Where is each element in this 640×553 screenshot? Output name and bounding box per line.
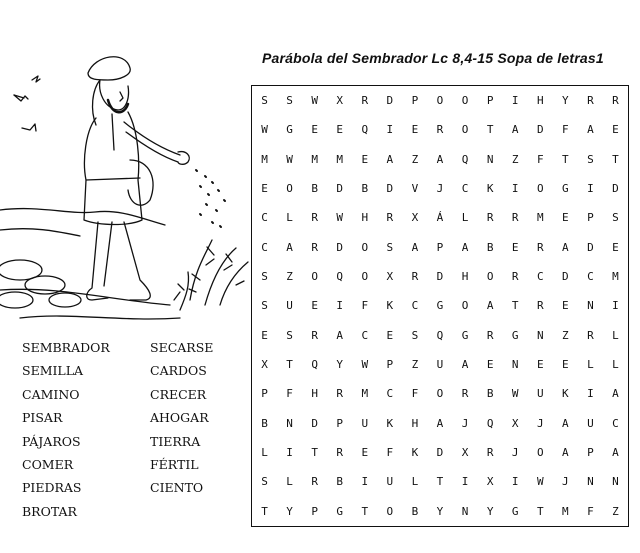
grid-letter[interactable]: C [411, 299, 419, 313]
grid-letter[interactable]: R [511, 270, 519, 284]
grid-letter[interactable]: S [261, 94, 268, 108]
grid-letter[interactable]: K [386, 416, 394, 430]
grid-letter[interactable]: U [361, 416, 369, 430]
grid-letter[interactable]: D [536, 123, 544, 137]
grid-letter[interactable]: R [486, 446, 494, 460]
grid-letter[interactable]: P [411, 94, 419, 108]
grid-letter[interactable]: E [361, 446, 369, 460]
grid-letter[interactable]: A [436, 416, 444, 430]
grid-letter[interactable]: M [361, 387, 369, 401]
grid-letter[interactable]: I [336, 299, 344, 313]
page-title: Parábola del Sembrador Lc 8,4-15 Sopa de letras1 [262, 50, 604, 66]
grid-letter[interactable]: Z [411, 152, 419, 166]
grid-letter[interactable]: S [286, 94, 293, 108]
grid-letter[interactable]: E [386, 328, 394, 342]
grid-letter[interactable]: R [311, 328, 318, 342]
grid-letter[interactable]: H [411, 416, 419, 430]
grid-letter[interactable]: A [436, 152, 444, 166]
word-list-right [150, 341, 213, 505]
grid-letter[interactable]: I [511, 182, 519, 196]
grid-letter[interactable]: O [361, 240, 369, 254]
word-item: CRECER [150, 386, 207, 402]
grid-letter[interactable]: T [436, 475, 444, 489]
grid-letter[interactable]: I [461, 475, 469, 489]
bird-icon [32, 76, 40, 82]
grid-letter[interactable]: W [361, 358, 369, 372]
grid-letter[interactable]: F [286, 387, 293, 401]
grid-letter[interactable]: A [562, 446, 569, 460]
grid-letter[interactable]: L [587, 358, 594, 372]
grid-letter[interactable]: G [436, 299, 444, 313]
grid-letter[interactable]: T [562, 152, 569, 166]
grid-letter[interactable]: H [361, 211, 369, 225]
grid-letter[interactable]: M [336, 152, 344, 166]
grid-letter[interactable]: R [336, 446, 344, 460]
grid-letter[interactable]: I [361, 475, 369, 489]
grid-letter[interactable]: Q [361, 123, 369, 137]
grid-letter[interactable]: Y [286, 504, 293, 518]
grid-letter[interactable]: G [511, 504, 519, 518]
grid-letter[interactable]: K [486, 182, 494, 196]
grid-letter[interactable]: R [536, 240, 544, 254]
grid-letter[interactable]: G [562, 182, 569, 196]
grid-letter[interactable]: M [311, 152, 318, 166]
grid-letter[interactable]: I [511, 94, 519, 108]
grid-letter[interactable]: Z [286, 270, 293, 284]
grid-letter[interactable]: R [486, 328, 494, 342]
grid-letter[interactable]: L [612, 328, 619, 342]
grid-letter[interactable]: Z [411, 358, 419, 372]
grid-letter[interactable]: X [386, 270, 394, 284]
grid-letter[interactable]: X [486, 475, 494, 489]
grid-letter[interactable]: Q [311, 358, 318, 372]
grid-letter[interactable]: H [311, 387, 318, 401]
grid-letter[interactable]: T [536, 504, 544, 518]
grid-letter[interactable]: H [536, 94, 544, 108]
grid-letter[interactable]: T [286, 358, 293, 372]
grid-letter[interactable]: D [587, 240, 594, 254]
grid-letter[interactable]: L [286, 475, 293, 489]
grid-letter[interactable]: P [587, 211, 594, 225]
grid-letter[interactable]: O [436, 387, 444, 401]
grid-letter[interactable]: S [261, 475, 268, 489]
grid-letter[interactable]: R [612, 94, 619, 108]
grid-letter[interactable]: U [386, 475, 394, 489]
grid-letter[interactable]: I [587, 387, 594, 401]
grid-letter[interactable]: W [536, 475, 544, 489]
grid-letter[interactable]: D [436, 270, 444, 284]
grid-letter[interactable]: A [511, 123, 519, 137]
grid-letter[interactable]: F [411, 387, 419, 401]
grid-letter[interactable]: A [336, 328, 344, 342]
grid-letter[interactable]: J [562, 475, 569, 489]
grid-letter[interactable]: W [261, 123, 268, 137]
word-item: PÁJAROS [22, 433, 81, 449]
grid-letter[interactable]: T [311, 446, 318, 460]
grid-letter[interactable]: D [612, 182, 619, 196]
grid-letter[interactable]: R [587, 328, 594, 342]
grid-letter[interactable]: N [486, 152, 494, 166]
grid-letter[interactable]: E [562, 358, 569, 372]
grid-letter[interactable]: C [612, 416, 619, 430]
grid-letter[interactable]: L [461, 211, 469, 225]
grid-letter[interactable]: N [587, 299, 594, 313]
grid-letter[interactable]: E [261, 182, 268, 196]
grid-letter[interactable]: I [286, 446, 293, 460]
grid-letter[interactable]: A [411, 240, 419, 254]
grid-letter[interactable]: B [411, 504, 419, 518]
grid-letter[interactable]: B [486, 240, 494, 254]
grid-letter[interactable]: P [336, 416, 344, 430]
grid-letter[interactable]: I [511, 475, 519, 489]
word-item: PIEDRAS [22, 480, 82, 496]
grid-letter[interactable]: Q [336, 270, 344, 284]
grid-letter[interactable]: K [562, 387, 569, 401]
grid-letter[interactable]: J [436, 182, 444, 196]
grid-letter[interactable]: F [562, 123, 569, 137]
grid-letter[interactable]: O [311, 270, 318, 284]
grid-letter[interactable]: U [286, 299, 293, 313]
grid-letter[interactable]: R [311, 211, 318, 225]
grid-letter[interactable]: J [536, 416, 544, 430]
grid-letter[interactable]: A [587, 123, 594, 137]
grid-letter[interactable]: G [336, 504, 344, 518]
grid-letter[interactable]: E [511, 240, 519, 254]
grid-letter[interactable]: X [261, 358, 268, 372]
grid-letter[interactable]: P [386, 358, 394, 372]
grid-letter[interactable]: P [311, 504, 318, 518]
grid-letter[interactable]: N [461, 504, 469, 518]
word-item: CAMINO [22, 386, 80, 402]
word-item: BROTAR [22, 503, 77, 519]
grid-letter[interactable]: W [286, 152, 293, 166]
grid-letter[interactable]: S [612, 211, 619, 225]
grid-letter[interactable]: Y [486, 504, 494, 518]
grid-letter[interactable]: Á [436, 211, 444, 225]
grid-letter[interactable]: L [261, 446, 268, 460]
grid-letter[interactable]: Z [562, 328, 569, 342]
grid-letter[interactable]: X [336, 94, 344, 108]
grid-letter[interactable]: S [286, 328, 293, 342]
grid-letter[interactable]: F [386, 446, 394, 460]
grid-letter[interactable]: R [461, 387, 469, 401]
grid-letter[interactable]: E [562, 299, 569, 313]
grid-letter[interactable]: N [587, 475, 594, 489]
grid-letter[interactable]: C [587, 270, 594, 284]
grid-letter[interactable]: G [286, 123, 293, 137]
grid-letter[interactable]: E [311, 123, 318, 137]
grid-letter[interactable]: N [511, 358, 519, 372]
grid-letter[interactable]: O [536, 182, 544, 196]
grid-letter[interactable]: B [361, 182, 369, 196]
grid-letter[interactable]: S [587, 152, 594, 166]
grid-letter[interactable]: D [386, 182, 394, 196]
grid-letter[interactable]: E [311, 299, 318, 313]
word-list-left [22, 341, 110, 528]
grid-letter[interactable]: A [461, 358, 469, 372]
grid-letter[interactable]: A [612, 446, 619, 460]
grid-letter[interactable]: Z [612, 504, 619, 518]
grid-letter[interactable]: S [261, 270, 268, 284]
grid-letter[interactable]: E [536, 358, 544, 372]
grid-letter[interactable]: T [261, 504, 268, 518]
grid-letter[interactable]: S [386, 240, 394, 254]
grid-letter[interactable]: P [486, 94, 494, 108]
grid-letter[interactable]: A [562, 240, 569, 254]
grid-letter[interactable]: D [386, 94, 394, 108]
grid-letter[interactable]: Q [461, 152, 469, 166]
grid-letter[interactable]: E [336, 123, 344, 137]
grid-letter[interactable]: L [286, 211, 293, 225]
grid-letter[interactable]: X [461, 446, 469, 460]
grid-letter[interactable]: R [311, 240, 318, 254]
word-item: SEMILLA [22, 363, 84, 379]
grid-letter[interactable]: T [361, 504, 369, 518]
grid-letter[interactable]: Q [436, 328, 444, 342]
grid-letter[interactable]: C [261, 240, 268, 254]
grid-letter[interactable]: O [461, 94, 469, 108]
grid-letter[interactable]: W [336, 211, 344, 225]
grid-letter[interactable]: R [486, 211, 494, 225]
grid-letter[interactable]: E [612, 240, 619, 254]
grid-letter[interactable]: I [612, 299, 619, 313]
grid-letter[interactable]: Y [436, 504, 444, 518]
grid-letter[interactable]: C [461, 182, 469, 196]
grid-letter[interactable]: M [536, 211, 544, 225]
grid-letter[interactable]: G [461, 328, 469, 342]
grid-letter[interactable]: I [587, 182, 594, 196]
word-item: CIENTO [150, 480, 204, 496]
grid-letter[interactable]: C [386, 387, 394, 401]
word-item: COMER [22, 456, 74, 472]
word-item: PISAR [22, 410, 63, 426]
grid-letter[interactable]: C [261, 211, 268, 225]
grid-letter[interactable]: V [411, 182, 419, 196]
grid-letter[interactable]: E [261, 328, 268, 342]
grid-letter[interactable]: C [536, 270, 544, 284]
grid-letter[interactable]: U [536, 387, 544, 401]
grid-letter[interactable]: R [386, 211, 394, 225]
grid-letter[interactable]: R [336, 387, 344, 401]
grid-letter[interactable]: B [311, 182, 318, 196]
grid-letter[interactable]: L [612, 358, 619, 372]
grid-letter[interactable]: B [336, 475, 344, 489]
grid-letter[interactable]: N [612, 475, 619, 489]
grid-letter[interactable]: W [511, 387, 519, 401]
grid-letter[interactable]: A [386, 152, 394, 166]
grid-letter[interactable]: B [486, 387, 494, 401]
grid-letter[interactable]: E [361, 152, 369, 166]
grid-letter[interactable]: Q [486, 416, 494, 430]
grid-letter[interactable]: T [511, 299, 519, 313]
grid-letter[interactable]: A [486, 299, 494, 313]
grid-letter[interactable]: X [411, 211, 419, 225]
grid-letter[interactable]: X [511, 416, 519, 430]
grid-letter[interactable]: L [411, 475, 419, 489]
grid-letter[interactable]: Y [336, 358, 344, 372]
grid-letter[interactable]: D [336, 182, 344, 196]
grid-letter[interactable]: M [612, 270, 619, 284]
grid-letter[interactable]: E [411, 123, 419, 137]
grid-letter[interactable]: O [486, 270, 494, 284]
grid-letter[interactable]: K [386, 299, 394, 313]
word-item: SECARSE [150, 340, 214, 355]
grid-letter[interactable]: T [486, 123, 494, 137]
grid-letter[interactable]: G [511, 328, 519, 342]
grid-letter[interactable]: D [562, 270, 569, 284]
grid-letter[interactable]: O [361, 270, 369, 284]
grid-letter[interactable]: A [562, 416, 569, 430]
grid-letter[interactable]: A [461, 240, 469, 254]
grid-letter[interactable]: E [612, 123, 619, 137]
grid-letter[interactable]: U [587, 416, 594, 430]
grid-letter[interactable]: O [536, 446, 544, 460]
word-search-grid [251, 85, 629, 527]
grid-letter[interactable]: D [311, 416, 318, 430]
grid-letter[interactable]: M [261, 152, 268, 166]
grid-letter[interactable]: K [411, 446, 419, 460]
grid-letter[interactable]: H [461, 270, 469, 284]
grid-letter[interactable]: F [587, 504, 594, 518]
grid-letter[interactable]: U [436, 358, 444, 372]
grid-letter[interactable]: A [612, 387, 619, 401]
grid-letter[interactable]: F [361, 299, 369, 313]
grid-letter[interactable]: S [411, 328, 419, 342]
grid-letter[interactable]: O [461, 299, 469, 313]
grid-letter[interactable]: M [562, 504, 569, 518]
word-item: SEMBRADOR [22, 340, 110, 355]
grid-letter[interactable]: O [286, 182, 293, 196]
grid-letter[interactable]: R [411, 270, 419, 284]
grid-letter[interactable]: A [286, 240, 293, 254]
word-item: AHOGAR [150, 410, 209, 426]
grid-letter[interactable]: Y [562, 94, 569, 108]
grid-letter[interactable]: D [336, 240, 344, 254]
grid-letter[interactable]: O [386, 504, 394, 518]
grid-letter[interactable]: R [436, 123, 444, 137]
grid-letter[interactable]: E [562, 211, 569, 225]
grid-letter[interactable]: Z [511, 152, 519, 166]
grid-letter[interactable]: T [612, 152, 619, 166]
grid-letter[interactable]: B [261, 416, 268, 430]
grid-letter[interactable]: O [436, 94, 444, 108]
bird-icon [22, 124, 36, 131]
grid-letter[interactable]: I [386, 123, 394, 137]
grid-letter[interactable]: O [461, 123, 469, 137]
grid-letter[interactable]: W [311, 94, 318, 108]
sower-illustration [0, 30, 250, 330]
grid-letter[interactable]: R [536, 299, 544, 313]
grid-letter[interactable]: E [486, 358, 494, 372]
grid-letter[interactable]: R [311, 475, 318, 489]
word-item: FÉRTIL [150, 456, 199, 472]
grid-letter[interactable]: D [436, 446, 444, 460]
grid-letter[interactable]: J [461, 416, 469, 430]
grid-letter[interactable]: C [361, 328, 369, 342]
grid-letter[interactable]: N [536, 328, 544, 342]
grid-letter[interactable]: J [511, 446, 519, 460]
word-item: TIERRA [150, 433, 201, 449]
grid-letter[interactable]: R [587, 94, 594, 108]
grid-letter[interactable]: R [511, 211, 519, 225]
grid-letter[interactable]: P [436, 240, 444, 254]
grid-letter[interactable]: N [286, 416, 293, 430]
word-item: CARDOS [150, 363, 207, 379]
grid-letter[interactable]: F [536, 152, 544, 166]
grid-letter[interactable]: S [261, 299, 268, 313]
grid-letter[interactable]: P [261, 387, 268, 401]
grid-letter[interactable]: P [587, 446, 594, 460]
grid-letter[interactable]: R [361, 94, 369, 108]
